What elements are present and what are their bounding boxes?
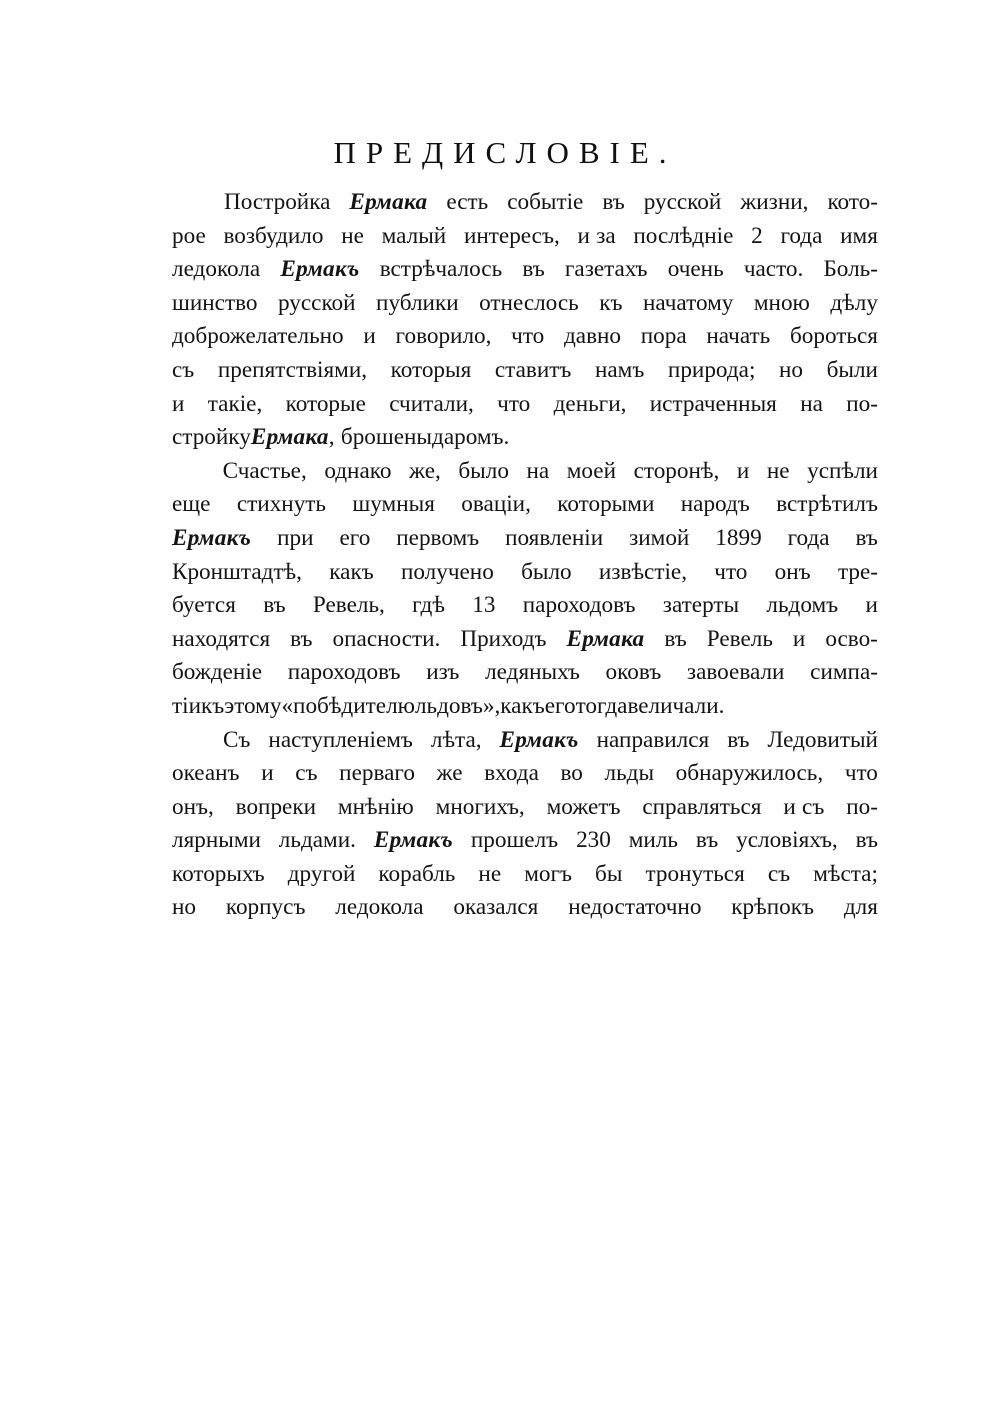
word: встрѣтилъ <box>776 491 878 518</box>
word: русской <box>643 189 722 215</box>
word: съ <box>172 356 195 383</box>
word: наступленіемъ <box>268 726 413 753</box>
word: Счастье, <box>222 457 307 484</box>
text-line <box>172 757 878 791</box>
text-line <box>172 354 878 388</box>
word: считали, <box>389 390 474 417</box>
word: извѣстіе, <box>598 558 687 585</box>
word: оказался <box>453 894 539 921</box>
text-line <box>172 320 878 354</box>
word: мнѣнію <box>337 793 414 820</box>
word: направился <box>596 726 710 753</box>
text-line <box>172 522 878 556</box>
word: деньги, <box>553 390 627 417</box>
word: возбудило <box>223 222 324 249</box>
word: въ <box>263 592 286 619</box>
word: можетъ <box>546 793 621 820</box>
word: не <box>478 860 502 887</box>
text-line <box>172 287 878 321</box>
word: успѣли <box>807 457 878 484</box>
page-title: ПРЕДИСЛОВІЕ. <box>333 134 677 170</box>
word: зимой <box>629 524 690 551</box>
word: намъ <box>594 356 645 383</box>
word: къ <box>200 692 225 719</box>
word: въ <box>855 524 878 551</box>
paragraph <box>172 455 878 724</box>
word: но <box>778 356 803 383</box>
word: буется <box>172 592 236 619</box>
word: которые <box>285 390 366 417</box>
word: могъ <box>524 860 572 887</box>
word: что <box>844 760 878 787</box>
word: другой <box>287 860 356 887</box>
word: оковъ <box>605 659 662 686</box>
word: начатому <box>643 289 734 316</box>
word: встрѣчалось <box>379 256 503 283</box>
word: часто. <box>743 256 804 283</box>
word: тогда <box>575 692 628 719</box>
word: въ <box>602 189 625 215</box>
word: божденіе <box>172 659 263 686</box>
word: же, <box>409 457 441 484</box>
word: и <box>792 625 806 652</box>
word: однако <box>324 457 392 484</box>
word: льдовъ», <box>414 692 501 719</box>
word: во <box>560 760 583 787</box>
word: ледокола <box>172 256 261 283</box>
word: было <box>521 558 572 585</box>
word: стройку <box>172 424 251 451</box>
word: его <box>339 524 371 551</box>
word: шумныя <box>352 491 435 518</box>
word: затерты <box>662 592 740 619</box>
word: по- <box>846 793 878 820</box>
word: для <box>843 894 878 921</box>
word: бы <box>595 860 623 887</box>
word: что <box>714 558 748 585</box>
word: прошелъ <box>470 827 559 854</box>
word: были <box>826 356 878 383</box>
word: имя <box>840 222 878 249</box>
word: въ <box>522 256 545 283</box>
word: Постройка <box>223 189 331 215</box>
word: и съ <box>783 793 825 820</box>
word: шинство <box>172 289 258 316</box>
word: по- <box>846 390 878 417</box>
word: пароходовъ <box>287 659 401 686</box>
word: малый <box>381 222 447 249</box>
word: не <box>766 457 790 484</box>
word: величали. <box>627 692 725 719</box>
word: есть <box>446 189 489 215</box>
word: 2 <box>751 222 763 249</box>
ship-name-ermak: Ермакъ <box>373 827 453 854</box>
word: обнаружилось, <box>675 760 824 787</box>
ship-name-ermak: Ермакъ <box>280 256 360 283</box>
word: онъ <box>774 558 811 585</box>
word: въ <box>695 827 719 854</box>
word: истраченныя <box>649 390 777 417</box>
word: даромъ. <box>432 424 510 451</box>
word: и <box>363 323 376 350</box>
word: Ревель, <box>312 592 385 619</box>
text-line <box>172 253 878 287</box>
word: ледяныхъ <box>485 659 580 686</box>
word: и <box>261 760 274 787</box>
text-line <box>172 488 878 522</box>
word: что <box>511 323 545 350</box>
word: миль <box>628 827 678 854</box>
word: и <box>736 457 750 484</box>
word: дѣлу <box>830 289 878 316</box>
word: недостаточно <box>568 894 702 921</box>
word: пора <box>640 323 687 350</box>
text-line <box>172 455 878 489</box>
word: кото- <box>827 189 878 215</box>
word: жизни, <box>740 189 809 215</box>
word: лярными <box>172 827 261 854</box>
word: рое <box>172 222 206 249</box>
word: перваго <box>339 760 415 787</box>
word: публики <box>376 289 459 316</box>
word: послѣдніе <box>633 222 734 249</box>
text-line <box>172 220 878 254</box>
word: и <box>172 390 185 417</box>
word: ледокола <box>335 894 424 921</box>
word: давно <box>563 323 622 350</box>
text-line <box>172 858 878 892</box>
word: на <box>526 457 550 484</box>
word: его <box>544 692 576 719</box>
word: опасности. <box>332 625 441 652</box>
word: которыми <box>557 491 655 518</box>
word: пароходовъ <box>522 592 636 619</box>
text-line <box>172 791 878 825</box>
word: океанъ <box>172 760 240 787</box>
word: гдѣ <box>412 592 445 619</box>
word: льдомъ <box>766 592 839 619</box>
word: условіяхъ, <box>736 827 838 854</box>
word: льды <box>604 760 655 787</box>
word: тре- <box>837 558 878 585</box>
text-line <box>172 556 878 590</box>
body-text-block <box>172 186 878 925</box>
word: Кронштадтѣ, <box>172 558 302 585</box>
word: въ <box>727 726 750 753</box>
word: съ <box>295 760 318 787</box>
word: Приходъ <box>460 625 547 652</box>
word: отнеслось <box>479 289 579 316</box>
word: корпусъ <box>225 894 306 921</box>
word: что <box>497 390 531 417</box>
paragraph <box>172 186 878 455</box>
word: корабль <box>378 860 456 887</box>
text-line <box>172 690 878 724</box>
word: оваціи, <box>461 491 531 518</box>
word: этому <box>224 692 282 719</box>
word: симпа- <box>810 659 878 686</box>
word: говорило, <box>395 323 492 350</box>
word: года <box>780 222 823 249</box>
word: Ледовитый <box>767 726 878 753</box>
text-line <box>172 421 878 455</box>
word: получено <box>400 558 494 585</box>
word: народъ <box>680 491 750 518</box>
word: очень <box>667 256 724 283</box>
word: препятствіями, <box>217 356 368 383</box>
paragraph <box>172 724 878 926</box>
word: стихнуть <box>236 491 326 518</box>
word: 230 <box>576 827 611 854</box>
word: первомъ <box>396 524 480 551</box>
word: но <box>172 894 197 921</box>
word: мною <box>753 289 810 316</box>
word: находятся <box>172 625 271 652</box>
word: еще <box>172 491 211 518</box>
ship-name-ermak: Ермака <box>349 189 428 215</box>
word: моей <box>566 457 617 484</box>
word: завоевали <box>686 659 785 686</box>
text-line <box>172 186 878 220</box>
word: , брошены <box>328 424 433 451</box>
text-line <box>172 589 878 623</box>
word: года <box>787 524 830 551</box>
word: которыя <box>390 356 472 383</box>
word: которыхъ <box>172 860 265 887</box>
word: въ <box>290 625 313 652</box>
word: и <box>865 592 878 619</box>
ship-name-ermak: Ермака <box>250 424 329 451</box>
word: бороться <box>789 323 878 350</box>
word: же <box>436 760 463 787</box>
word: и за <box>577 222 616 249</box>
word: газетахъ <box>564 256 648 283</box>
word: входа <box>484 760 539 787</box>
word: 1899 <box>715 524 762 551</box>
word: событіе <box>507 189 584 215</box>
word: осво- <box>825 625 878 652</box>
word: тронуться <box>645 860 745 887</box>
word: на <box>800 390 823 417</box>
word: въ <box>664 625 687 652</box>
word: къ <box>599 289 623 316</box>
word: интересъ, <box>463 222 560 249</box>
text-line <box>172 724 878 758</box>
word: какъ <box>329 558 374 585</box>
ship-name-ermak: Ермака <box>566 625 645 652</box>
word: начать <box>706 323 771 350</box>
text-line <box>172 623 878 657</box>
text-line <box>172 656 878 690</box>
word: сторонѣ, <box>633 457 720 484</box>
word: тіи <box>172 692 201 719</box>
word: въ <box>855 827 878 854</box>
word: крѣпокъ <box>731 894 815 921</box>
word: съ <box>767 860 791 887</box>
word: Боль- <box>823 256 878 283</box>
word: природа; <box>667 356 756 383</box>
word: «побѣдителю <box>281 692 415 719</box>
word: 13 <box>472 592 496 619</box>
word: такіе, <box>207 390 263 417</box>
text-line <box>172 891 878 925</box>
ship-name-ermak: Ермакъ <box>172 524 252 551</box>
word: при <box>277 524 314 551</box>
word: какъ <box>500 692 545 719</box>
word: Ревель <box>706 625 773 652</box>
word: ставитъ <box>494 356 572 383</box>
word: русской <box>277 289 356 316</box>
word: онъ, <box>172 793 214 820</box>
word: не <box>341 222 364 249</box>
word: многихъ, <box>435 793 525 820</box>
word: справляться <box>642 793 762 820</box>
word: лѣта, <box>430 726 482 753</box>
word: льдами. <box>278 827 356 854</box>
ship-name-ermak: Ермакъ <box>499 726 579 753</box>
word: было <box>458 457 509 484</box>
word: вопреки <box>235 793 317 820</box>
text-line <box>172 824 878 858</box>
word: изъ <box>426 659 460 686</box>
text-line <box>172 388 878 422</box>
word: появленіи <box>505 524 604 551</box>
word: доброжелательно <box>172 323 344 350</box>
word: Съ <box>222 726 251 753</box>
word: мѣста; <box>813 860 878 887</box>
